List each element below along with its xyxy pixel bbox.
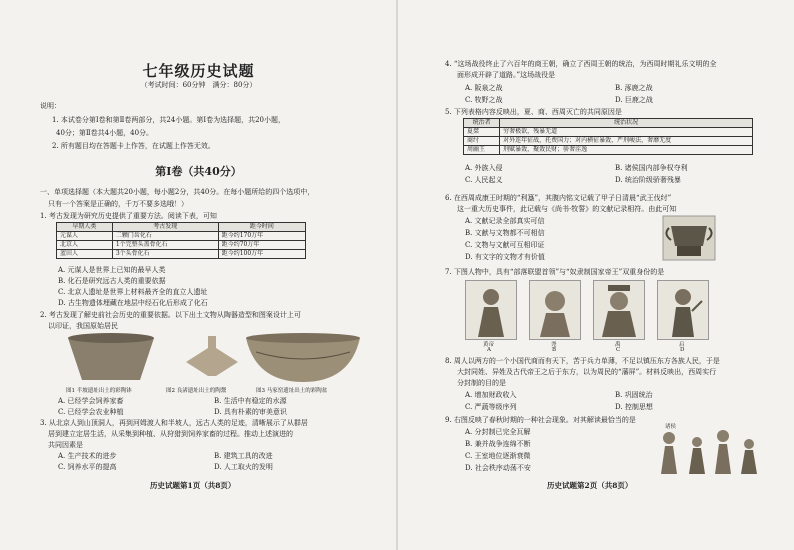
- note-line: 40分；第Ⅱ卷共4小题，40分。: [56, 129, 154, 137]
- option: A. 元谋人是世界上已知的最早人类: [58, 266, 166, 274]
- question-6: 这一重大历史事件，此记载与《尚书·牧誓》的文献记录相符。由此可知: [457, 205, 677, 213]
- portrait-yao: [529, 280, 581, 340]
- portrait-name: 启: [679, 342, 685, 348]
- li-gui-vessel-image: [661, 214, 717, 262]
- option: C. 王室地位逐渐衰微: [465, 452, 531, 460]
- option: B. 化石是研究远古人类的重要依据: [58, 277, 166, 285]
- portrait-name: 禹: [615, 342, 621, 348]
- table-row: 元谋人 二颗门齿化石 距今约170万年: [57, 232, 306, 241]
- table-row: 商纣 对外连年征战，托费国力；对内横征暴敛，严刑峻法，奢靡无度: [464, 137, 753, 146]
- image-caption: 图1 半坡遗址出土的彩陶钵: [66, 388, 132, 394]
- question-9: 9. 右图反映了春秋时期的一种社会现象。对其解读最恰当的是: [445, 416, 636, 424]
- portrait-option: C: [616, 347, 621, 353]
- option: C. 严蔬等级序列: [465, 403, 517, 411]
- exam-title: 七年级历史试题: [142, 62, 255, 80]
- spring-autumn-cartoon: [655, 424, 763, 476]
- section-heading: 第Ⅰ卷（共40分）: [155, 165, 242, 178]
- painted-bowl-image: [68, 333, 154, 380]
- option: B. 巩固统治: [615, 391, 653, 399]
- portrait-name: 尧: [551, 342, 557, 348]
- question-2: 以印证，我国原始居民: [48, 322, 118, 330]
- option: A. 文献记录全部真实可信: [465, 217, 545, 225]
- option: A. 增加财政收入: [465, 391, 517, 399]
- question-2: 2. 考古发现了解史前社会历史的重要依据。以下出土文物从陶器造型和图案设计上可: [40, 311, 301, 319]
- option: A. 外族入侵: [465, 164, 503, 172]
- page-footer: 历史试题第2页（共8页）: [547, 481, 633, 490]
- option: A. 分封制已完全瓦解: [465, 428, 531, 436]
- image-caption: 图3 马家窑遗址出土的彩陶盆: [256, 388, 328, 394]
- question-3: 3. 从北京人到山顶洞人，再到河姆渡人和半坡人，远古人类的足迹，清晰展示了从群居: [40, 419, 308, 427]
- question-6: 6. 在西周成康王时期的“利簋”，其腹内铭文记载了甲子日清晨“武王伐纣”: [445, 194, 672, 202]
- table-row: 蓝田人 3个头骨化石 距今约100万年: [57, 250, 306, 259]
- question-8: 大封同姓、异姓及古代帝王之后于东方，以为周民的“藩屏”。材料反映出，西周实行: [457, 368, 717, 376]
- option: B. 涿鹿之战: [615, 84, 653, 92]
- option: C. 饲养水平的提高: [58, 463, 117, 471]
- table-row: 夏桀 穷奢极欲，残暴无道: [464, 128, 753, 137]
- question-8: 分封制的目的是: [457, 379, 506, 387]
- option: C. 文物与文献可互相印证: [465, 241, 545, 249]
- question-1: 1. 考古发现为研究历史提供了重要方法。阅读下表，可知: [40, 212, 217, 220]
- question-3: 居到建立定居生活，从采集到种植、从狩猎到饲养家畜的过程。推动上述演进的: [48, 430, 293, 438]
- portrait-option: A: [487, 347, 491, 353]
- option: C. 北京人遗址是世界上材料最齐全的直立人遗址: [58, 288, 208, 296]
- portrait-option: D: [680, 347, 685, 353]
- option: D. 人工取火的发明: [214, 463, 273, 471]
- portrait-qi: [657, 280, 709, 340]
- option: D. 控制思想: [615, 403, 653, 411]
- option: B. 文献与文物都不可相信: [465, 229, 545, 237]
- portrait-yu: [593, 280, 645, 340]
- page-footer: 历史试题第1页（共8页）: [150, 481, 236, 490]
- page-right: [397, 0, 794, 550]
- option: C. 牧野之战: [465, 96, 503, 104]
- table-row: 北京人 1个完整头盖骨化石 距今约70万年: [57, 241, 306, 250]
- question-5: 5. 下列表格内容反映出，夏、商、西周灭亡的共同原因是: [445, 108, 622, 116]
- option: D. 社会秩序动荡不安: [465, 464, 531, 472]
- portrait-name: 黄帝: [483, 342, 495, 348]
- question-4: 面形成开辟了道路。”这场战役是: [457, 71, 556, 79]
- question-3: 共同因素是: [48, 441, 83, 449]
- option: A. 已经学会饲养家畜: [58, 397, 124, 405]
- option: D. 巨鹿之战: [615, 96, 653, 104]
- option: B. 诸侯国内部争权夺利: [615, 164, 688, 172]
- note-line: 1. 本试卷分第Ⅰ卷和第Ⅱ卷两部分，共24小题。第Ⅰ卷为选择题，共20小题，: [52, 116, 286, 124]
- pottery-images: [60, 332, 370, 386]
- option: B. 兼并战争连绵不断: [465, 440, 531, 448]
- q1-table: 早期人类 考古发现 距今时间 元谋人 二颗门齿化石 距今约170万年 北京人 1个完整头盖骨化石 距今约70万年 蓝田人 3个头骨化石 距今约100万年: [56, 222, 306, 259]
- option: B. 建筑工具的改进: [214, 452, 273, 460]
- option: D. 有文字的文物才有价值: [465, 253, 545, 261]
- question-4: 4. “这场战役终止了六百年的商王朝，确立了西周王朝的统治，为西周时期礼乐文明的全: [445, 60, 717, 68]
- instr-line: 一、单项选择题（本大题共20小题，每小题2分，共40分。在每小题所给的四个选项中，: [40, 188, 315, 196]
- question-8: 8. 周人以两方的一个小国代商而有天下，苦于兵力单薄，不足以镇压东方各族人民，于是: [445, 357, 720, 365]
- option: C. 人民起义: [465, 176, 503, 184]
- portrait-option: B: [552, 347, 557, 353]
- note-line: 2. 所有题目均在答题卡上作答，在试题上作答无效。: [52, 142, 215, 150]
- exam-subtitle: （考试时间：60分钟 满分：80分）: [140, 81, 257, 89]
- question-7: 7. 下图人物中，具有“部落联盟首领”与“奴隶制国家帝王”双重身份的是: [445, 268, 665, 276]
- table-row: 周幽王 刑赋暴敛，聚敛民财；骄奢淫逸: [464, 146, 753, 155]
- instr-line: 只有一个答案是正确的，千万不要多选哦！）: [48, 200, 188, 208]
- option: D. 具有朴素的审美意识: [214, 408, 287, 416]
- pottery-gui-image: [186, 336, 238, 376]
- option: B. 生活中有稳定的水源: [214, 397, 287, 405]
- option: D. 古生物遗体埋藏在地层中经石化后形成了化石: [58, 299, 208, 307]
- option: C. 已经学会农业种植: [58, 408, 124, 416]
- cartoon-label: 诸侯: [665, 424, 677, 430]
- q5-table: 统治者 统治状况 夏桀 穷奢极欲，残暴无道 商纣 对外连年征战，托费国力；对内横征暴敛，严刑峻法，奢靡无度 周幽王 刑赋暴敛，聚敛民财；骄奢淫逸: [463, 118, 753, 155]
- image-caption: 图2 良渚遗址出土的陶鬶: [166, 388, 227, 394]
- option: D. 统治阶级骄奢残暴: [615, 176, 681, 184]
- portrait-huangdi: [465, 280, 517, 340]
- option: A. 生产技术的进步: [58, 452, 117, 460]
- notes-label: 说明：: [40, 102, 61, 110]
- option: A. 阪泉之战: [465, 84, 503, 92]
- painted-basin-image: [246, 333, 360, 382]
